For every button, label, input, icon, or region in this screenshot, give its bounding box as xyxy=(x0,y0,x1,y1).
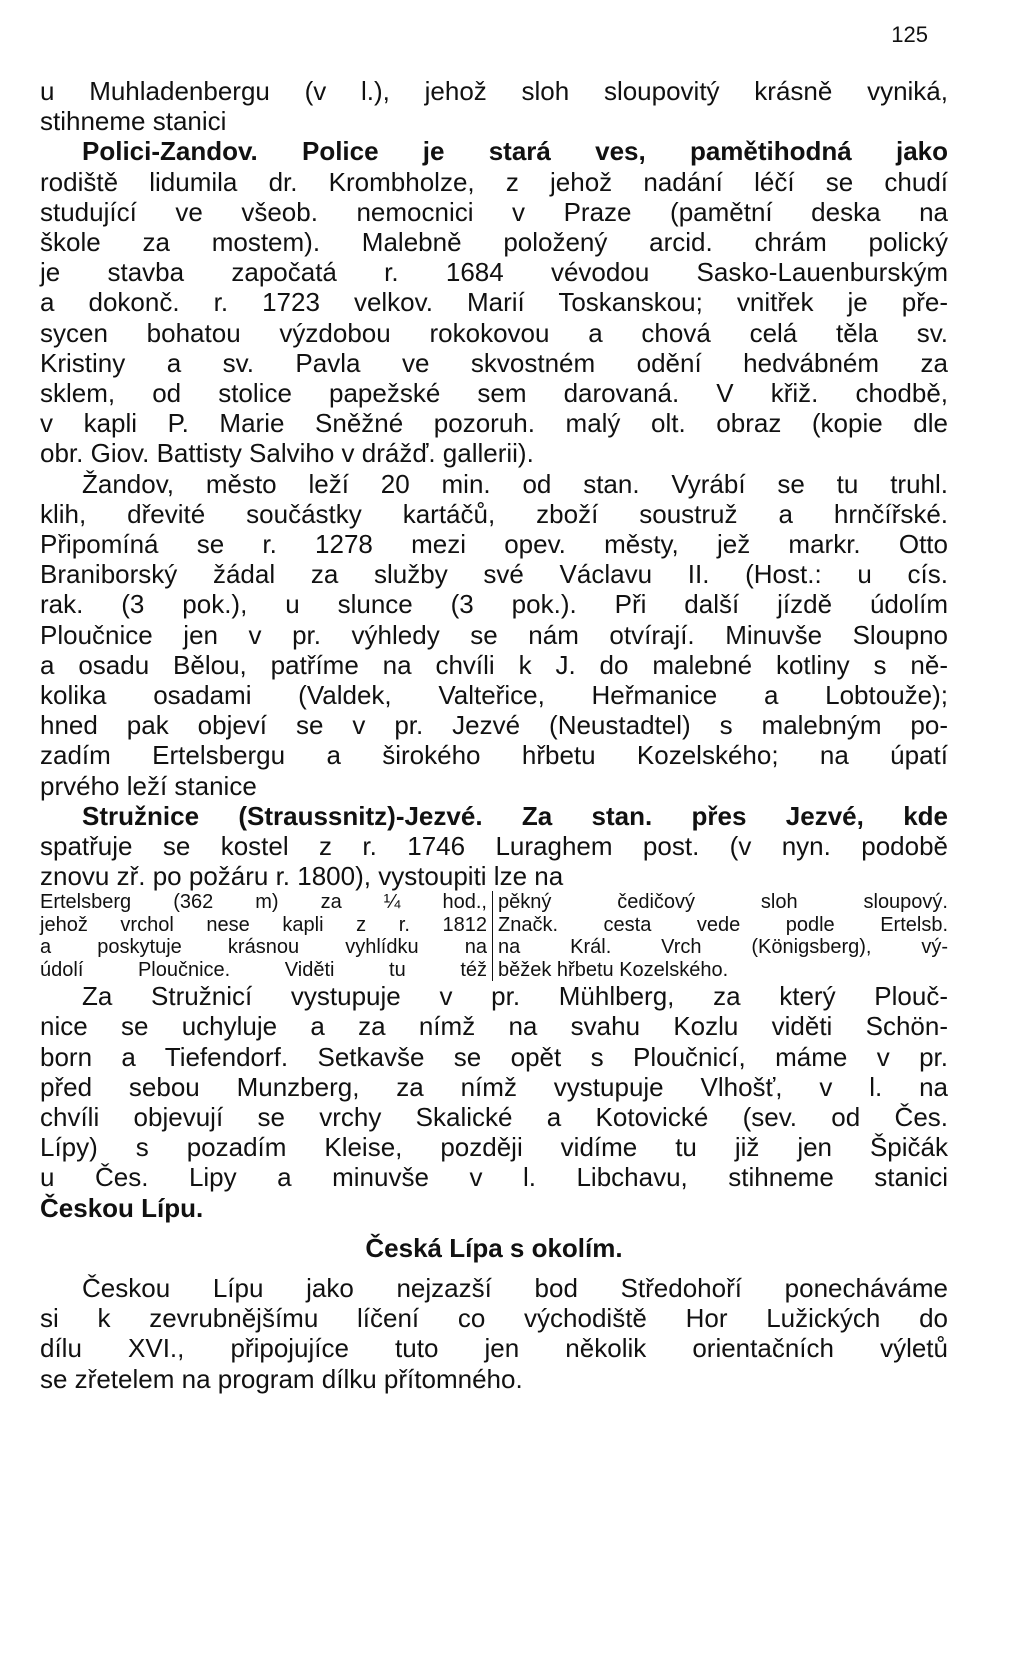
note-right-column xyxy=(493,891,948,981)
text-line: Za Stružnicí vystupuje v pr. Mühlberg, za který Plouč- xyxy=(82,981,948,1012)
text-line: znovu zř. po požáru r. 1800), vystoupiti lze na xyxy=(40,861,564,892)
text-line: sycen bohatou výzdobou rokokovou a chová celá těla sv. xyxy=(40,317,948,348)
text-line: si k zevrubnějšímu líčení co východiště Hor Lužických do xyxy=(40,1303,948,1334)
text-line: Žandov, město leží 20 min. od stan. Vyrábí se tu truhl. xyxy=(82,468,948,499)
text-line: rodiště lidumila dr. Krombholze, z jehož nadání léčí se chudí xyxy=(40,166,948,197)
station-heading: Polici-Zandov. Police je stará ves, pamětihodná jako xyxy=(82,136,948,167)
text-line: spatřuje se kostel z r. 1746 Luraghem post. (v nyn. podobě xyxy=(40,831,948,862)
text-line: Českou Lípu. xyxy=(40,1192,204,1223)
text-line: sklem, od stolice papežské sem darovaná. V křiž. chodbě, xyxy=(40,378,948,409)
text-line: Lípy) s pozadím Kleise, později vidíme tu již jen Špičák xyxy=(40,1132,948,1163)
text-line: kolika osadami (Valdek, Valteřice, Heřmanice a Lobtouže); xyxy=(40,680,948,711)
text-line: chvíli objevují se vrchy Skalické a Kotovické (sev. od Čes. xyxy=(40,1101,948,1132)
text-line: Braniborský žádal za služby své Václavu II. (Host.: u cís. xyxy=(40,559,948,590)
text-line: a dokonč. r. 1723 velkov. Marií Toskanskou; vnitřek je pře- xyxy=(40,287,948,318)
text-line: Českou Lípu jako nejzazší bod Středohoří ponecháváme xyxy=(82,1272,948,1303)
text-line: rak. (3 pok.), u slunce (3 pok.). Při další jízdě údolím xyxy=(40,589,948,620)
text-line: Kristiny a sv. Pavla ve skvostném odění hedvábném za xyxy=(40,347,948,378)
section-heading: Česká Lípa s okolím. xyxy=(365,1232,623,1263)
note-line: na Král. Vrch (Königsberg), vý- xyxy=(498,936,948,959)
note-line: údolí Ploučnice. Viděti tu též xyxy=(40,958,487,981)
text-line: v kapli P. Marie Sněžné pozoruh. malý olt. obraz (kopie dle xyxy=(40,408,948,439)
text-line: se zřetelem na program dílku přítomného. xyxy=(40,1363,523,1394)
text-line: Připomíná se r. 1278 mezi opev. městy, jež markr. Otto xyxy=(40,529,948,560)
text-line: u Muhladenbergu (v l.), jehož sloh sloupovitý krásně vyniká, xyxy=(40,76,948,106)
station-heading: Stružnice (Straussnitz)-Jezvé. Za stan. přes Jezvé, kde xyxy=(82,800,948,831)
text-line: Ploučnice jen v pr. výhledy se nám otvírají. Minuvše Sloupno xyxy=(40,619,948,650)
text-line: před sebou Munzberg, za nímž vystupuje Vlhošť, v l. na xyxy=(40,1071,948,1102)
text-line: klih, dřevité součástky kartáčů, zboží soustruž a hrnčířské. xyxy=(40,498,948,529)
text-line: hned pak objeví se v pr. Jezvé (Neustadtel) s malebným po- xyxy=(40,710,948,741)
note-line: Značk. cesta vede podle Ertelsb. xyxy=(498,913,948,936)
note-line: a poskytuje krásnou vyhlídku na xyxy=(40,936,487,959)
text-line: a osadu Bělou, patříme na chvíli k J. do malebné kotliny s ně- xyxy=(40,649,948,680)
page-number: 125 xyxy=(891,22,928,47)
text-line: nice se uchyluje a za nímž na svahu Kozlu viděti Schön- xyxy=(40,1011,948,1042)
text-line: zadím Ertelsbergu a širokého hřbetu Kozelského; na úpatí xyxy=(40,740,948,771)
page-body xyxy=(40,76,948,1394)
note-line: Ertelsberg (362 m) za ¼ hod., xyxy=(40,891,487,914)
text-line: prvého leží stanice xyxy=(40,770,257,801)
text-line: dílu XVI., připojujíce tuto jen několik orientačních výletů xyxy=(40,1333,948,1364)
two-column-note xyxy=(40,891,948,981)
note-line: běžek hřbetu Kozelského. xyxy=(498,958,729,981)
note-line: pěkný čedičový sloh sloupový. xyxy=(498,891,948,914)
note-line: jehož vrchol nese kapli z r. 1812 xyxy=(40,913,487,936)
text-line: u Čes. Lipy a minuvše v l. Libchavu, stihneme stanici xyxy=(40,1162,948,1193)
text-line: je stavba započatá r. 1684 vévodou Sasko-Lauenburským xyxy=(40,257,948,288)
text-line: stihneme stanici xyxy=(40,106,227,137)
text-line: škole za mostem). Malebně položený arcid. chrám polický xyxy=(40,227,948,258)
text-line: obr. Giov. Battisty Salviho v drážď. gallerii). xyxy=(40,438,534,469)
text-line: studující ve všeob. nemocnici v Praze (pamětní deska na xyxy=(40,196,948,227)
note-left-column xyxy=(40,891,493,981)
text-line: born a Tiefendorf. Setkavše se opět s Ploučnicí, máme v pr. xyxy=(40,1041,948,1072)
